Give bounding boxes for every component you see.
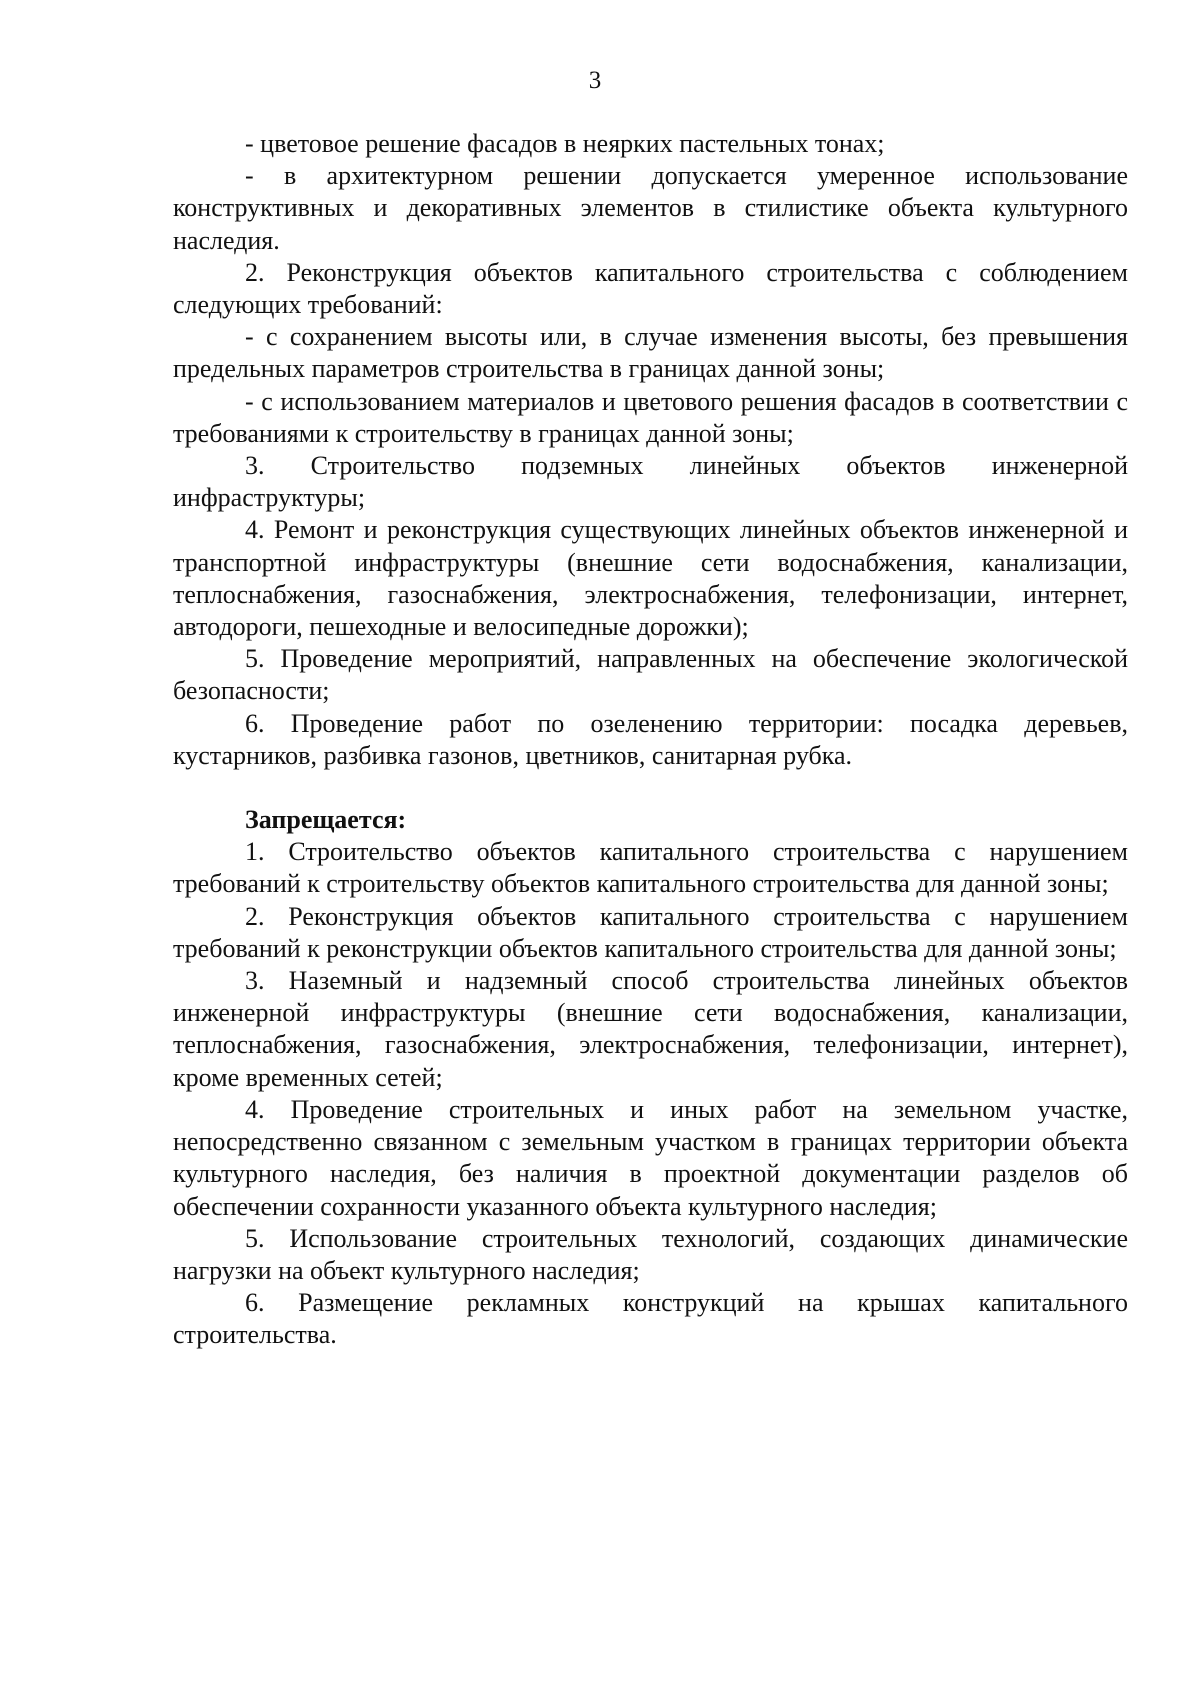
prohibited-item-4: 4. Проведение строительных и иных работ на земельном участке, непосредственно связанном с земельным участком в границах территории объекта культурного наследия, без наличия в проектной документации разделов об обеспечении сохранности указанного объекта культурного наследия;	[173, 1094, 1128, 1221]
allowed-item-5-ecology: 5. Проведение мероприятий, направленных на обеспечение экологической безопасности;	[173, 644, 1128, 706]
allowed-item-2-reconstruction: 2. Реконструкция объектов капитального строительства с соблюдением следующих требований:	[173, 257, 1128, 320]
prohibited-item-1: 1. Строительство объектов капитального строительства с нарушением требований к строительству объектов капитального строительства для данной зоны;	[173, 837, 1128, 899]
allowed-item-3-underground: 3. Строительство подземных линейных объектов инженерной инфраструктуры;	[173, 451, 1128, 513]
page-number: 3	[588, 67, 602, 94]
prohibited-item-5: 5. Использование строительных технологий, создающих динамические нагрузки на объект культурного наследия;	[173, 1223, 1128, 1285]
prohibited-item-6: 6. Размещение рекламных конструкций на крышах капитального строительства.	[173, 1288, 1128, 1350]
prohibited-item-3: 3. Наземный и надземный способ строительства линейных объектов инженерной инфраструктуры (внешние сети водоснабжения, канализации, теплоснабжения, газоснабжения, электроснабжения, телефонизации, интернет), кроме временных сетей;	[173, 966, 1128, 1092]
allowed-bullet-materials: - с использованием материалов и цветового решения фасадов в соответствии с требованиями к строительству в границах данной зоны;	[173, 386, 1128, 448]
prohibited-item-2: 2. Реконструкция объектов капитального строительства с нарушением требований к реконструкции объектов капитального строительства для данной зоны;	[173, 901, 1128, 963]
prohibited-heading: Запрещается:	[245, 805, 407, 835]
allowed-bullet-architectural-elements: - в архитектурном решении допускается умеренное использование конструктивных и декоративных элементов в стилистике объекта культурного наследия.	[173, 161, 1128, 255]
allowed-item-4-repair: 4. Ремонт и реконструкция существующих линейных объектов инженерной и транспортной инфраструктуры (внешние сети водоснабжения, канализации, теплоснабжения, газоснабжения, электроснабжения, телефонизации, интернет, автодороги, пешеходные и велосипедные дорожки);	[173, 515, 1128, 642]
document-body	[173, 128, 1128, 1352]
allowed-bullet-facade-color: - цветовое решение фасадов в неярких пастельных тонах;	[245, 129, 885, 158]
allowed-bullet-height: - с сохранением высоты или, в случае изменения высоты, без превышения предельных параметров строительства в границах данной зоны;	[173, 322, 1128, 384]
allowed-item-6-greening: 6. Проведение работ по озеленению территории: посадка деревьев, кустарников, разбивка газонов, цветников, санитарная рубка.	[173, 708, 1128, 770]
